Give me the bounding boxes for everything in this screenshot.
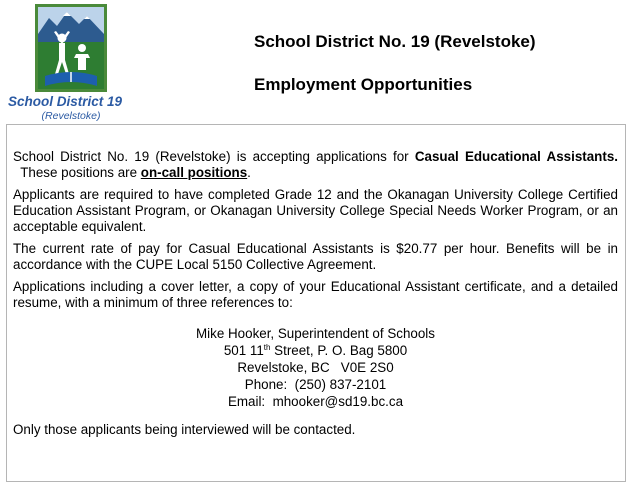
logo-name: School District 19 <box>8 94 123 109</box>
closing-note: Only those applicants being interviewed will be contacted. <box>13 422 356 437</box>
intro-paragraph <box>13 149 618 181</box>
page-title: School District No. 19 (Revelstoke) <box>254 32 536 51</box>
intro-text: School District No. 19 (Revelstoke) is accepting applications for <box>13 149 415 164</box>
contact-city: Revelstoke, BC V0E 2S0 <box>237 360 394 375</box>
position-title: Casual Educational Assistants. <box>414 149 618 164</box>
contact-email: Email: mhooker@sd19.bc.ca <box>227 394 404 409</box>
ad-content <box>13 149 618 444</box>
page-subtitle: Employment Opportunities <box>254 75 473 94</box>
address-street: Street, P. O. Bag 5800 <box>270 343 408 358</box>
requirements-paragraph: Applicants are required to have completed Grade 12 and the Okanagan University College Certified Education Assistant Program, or Okanagan University College Special Needs Worker Program, or an acceptable equivalent. <box>13 187 618 234</box>
logo-subtitle: (Revelstoke) <box>41 110 101 122</box>
application-paragraph: Applications including a cover letter, a copy of your Educational Assistant certificate, and a detailed resume, with a minimum of three references to: <box>13 279 618 310</box>
contact-block <box>13 325 618 410</box>
contact-name: Mike Hooker, Superintendent of Schools <box>196 326 435 341</box>
district-logo <box>6 4 136 122</box>
intro-period: . <box>247 165 251 180</box>
address-suffix: th <box>263 343 271 352</box>
on-call-emphasis: on-call positions <box>140 165 248 180</box>
contact-phone: Phone: (250) 837-2101 <box>244 377 387 392</box>
contact-address <box>13 342 618 359</box>
address-number: 501 11 <box>223 343 264 358</box>
logo-emblem-icon <box>35 4 107 94</box>
intro-text-2: These positions are <box>13 165 141 180</box>
pay-paragraph: The current rate of pay for Casual Educational Assistants is $20.77 per hour. Benefits will be in accordance with the CUPE Local 5150 Collective Agreement. <box>13 241 618 272</box>
